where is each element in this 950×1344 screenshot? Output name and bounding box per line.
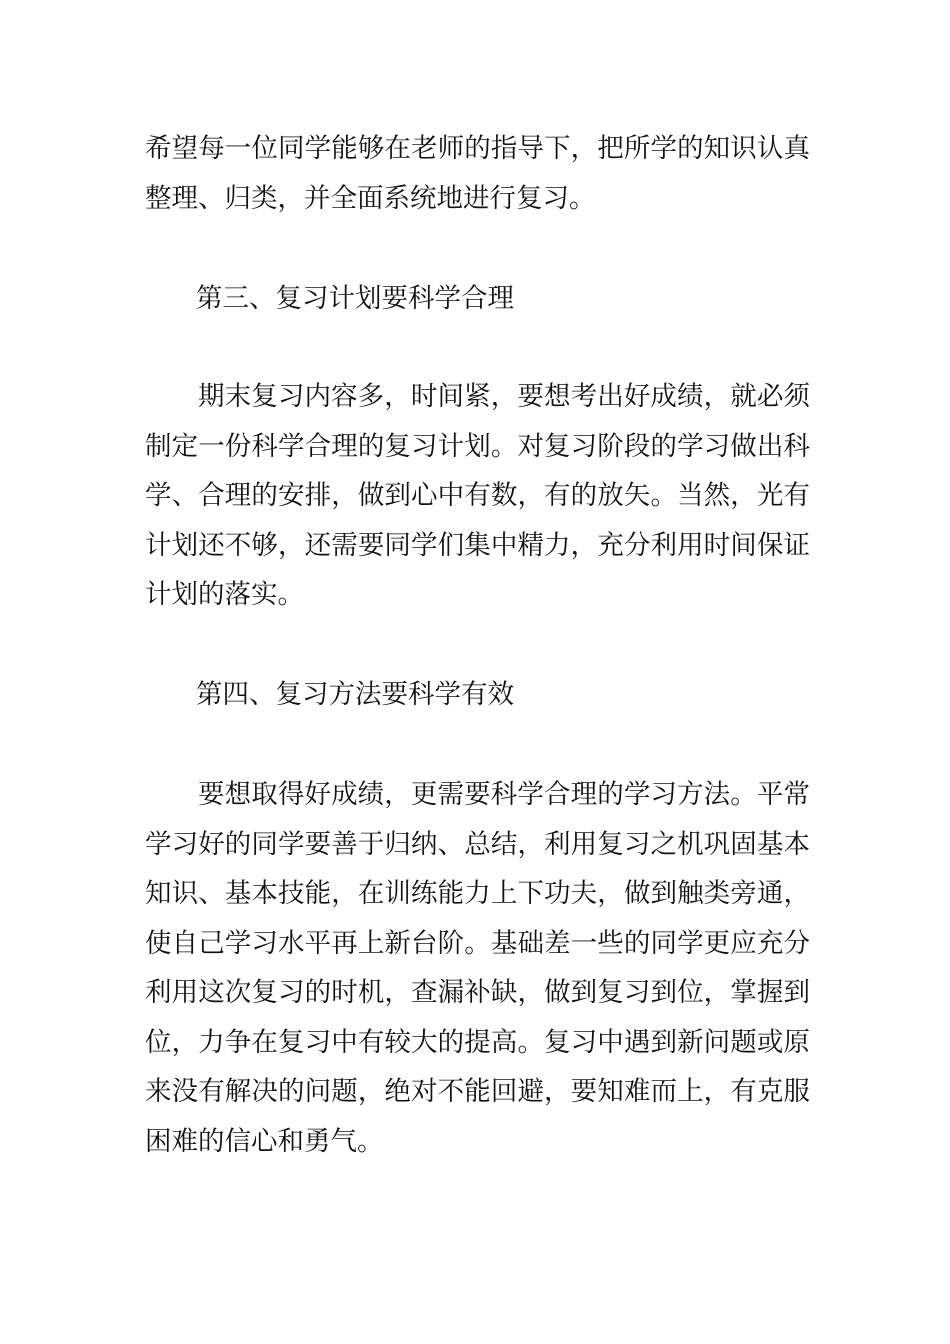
section-heading-fourth: 第四、复习方法要科学有效 [196, 679, 514, 710]
section-heading-third: 第三、复习计划要科学合理 [196, 283, 514, 314]
paragraph-review-intro-end: 希望每一位同学能够在老师的指导下，把所学的知识认真整理、归类，并全面系统地进行复习。 [145, 133, 810, 214]
paragraph-review-method: 要想取得好成绩，更需要科学合理的学习方法。平常学习好的同学要善于归纳、总结，利用复习之机巩固基本知识、基本技能，在训练能力上下功夫，做到触类旁通，使自己学习水平再上新台阶。基础差一些的同学更应充分利用这次复习的时机，查漏补缺，做到复习到位，掌握到位，力争在复习中有较大的提高。复习中遇到新问题或原来没有解决的问题，绝对不能回避，要知难而上，有克服困难的信心和勇气。 [145, 779, 810, 1157]
paragraph-review-plan: 期末复习内容多，时间紧，要想考出好成绩，就必须制定一份科学合理的复习计划。对复习阶段的学习做出科学、合理的安排，做到心中有数，有的放矢。当然，光有计划还不够，还需要同学们集中精力，充分利用时间保证计划的落实。 [145, 381, 810, 610]
